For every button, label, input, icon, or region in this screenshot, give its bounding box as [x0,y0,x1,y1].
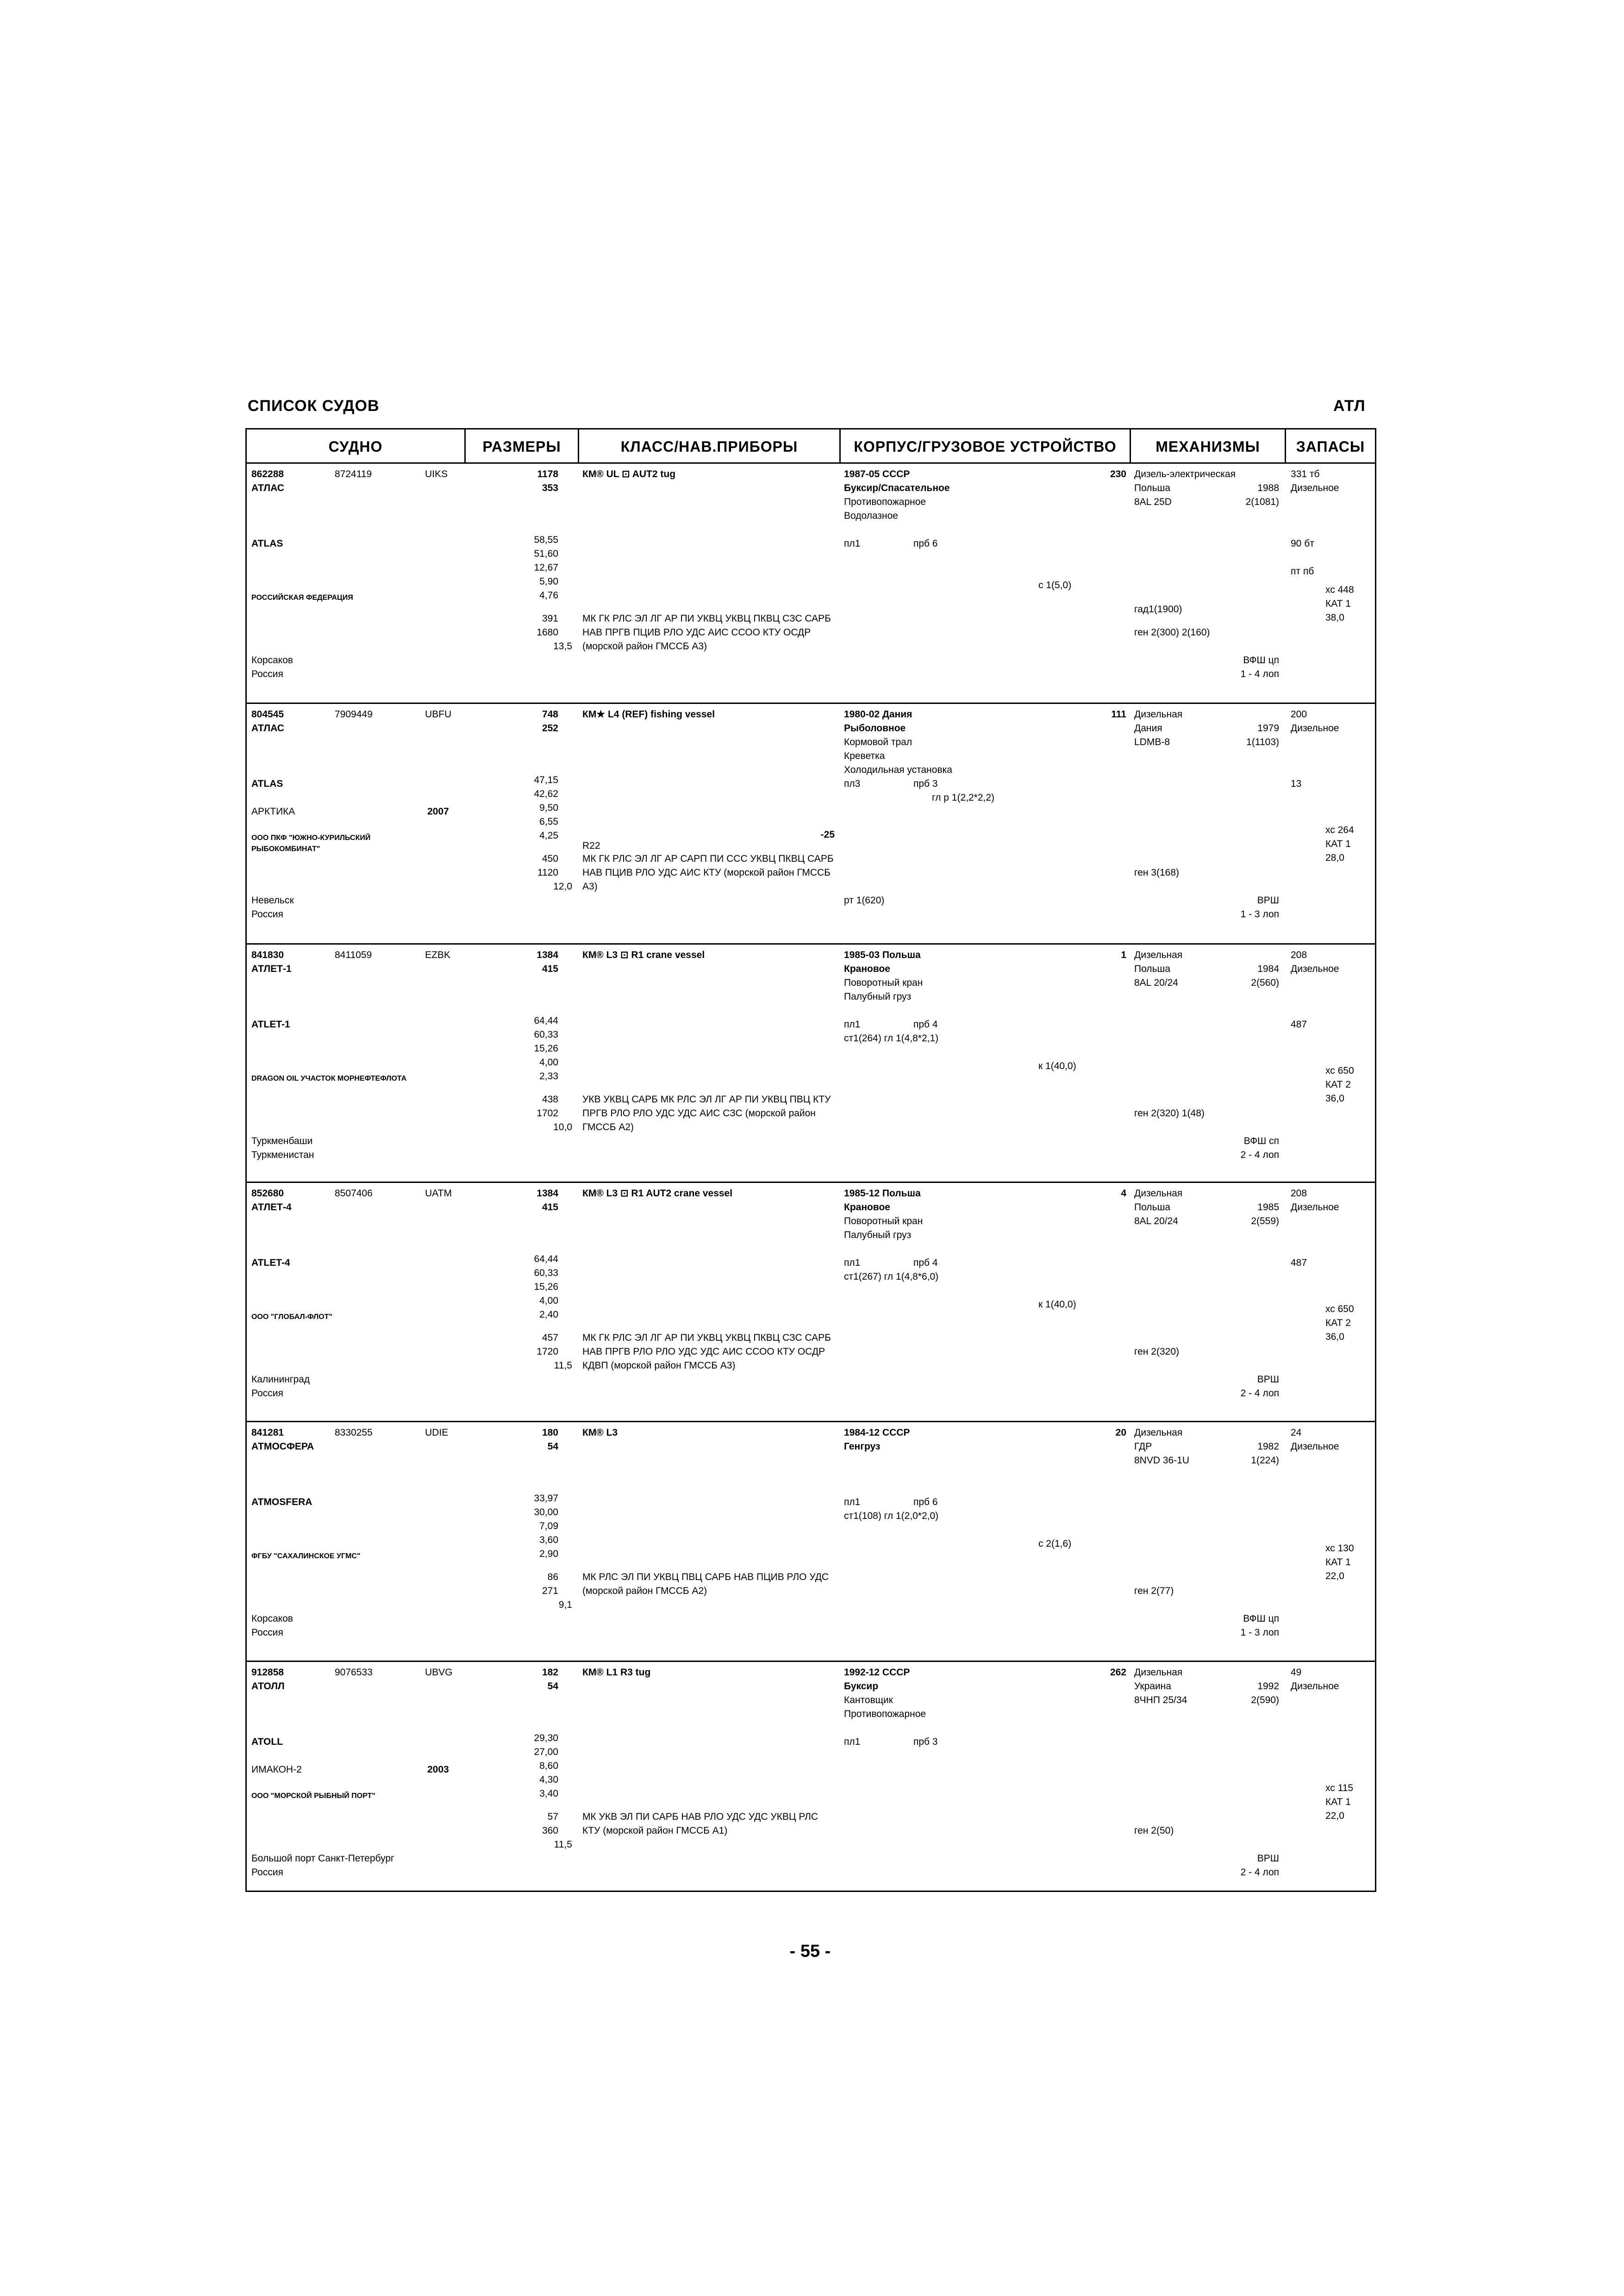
class-note: R22 [582,840,600,851]
owner: РОССИЙСКАЯ ФЕДЕРАЦИЯ [251,594,353,602]
stock-hs: 22,0 [1325,1811,1344,1821]
owner: DRAGON OIL УЧАСТОК МОРНЕФТЕФЛОТА [251,1075,407,1083]
stock-hs: хс 650 [1325,1304,1354,1314]
stock-hs: КАТ 1 [1325,1557,1351,1568]
engine-year: 1984 [1257,964,1279,974]
column-header-machinery: МЕХАНИЗМЫ [1131,429,1285,464]
vessel-latin-name: ATMOSFERA [251,1497,312,1507]
capacity-value: 457 [542,1332,558,1343]
class-notation: КМ® L1 R3 tug [582,1667,651,1678]
vessel-record [247,464,1375,703]
stock-2: Дизельное [1291,1441,1339,1452]
class-notation: КМ® L3 ⊡ R1 AUT2 crane vessel [582,1188,733,1199]
capacity-value: 271 [542,1586,558,1596]
hold-info-2: прб 4 [913,1019,938,1030]
call-sign: UATM [425,1188,452,1199]
engine-power: 2(560) [1251,977,1279,988]
hold-info: пл1 [844,1257,861,1268]
class-notation: КМ® UL ⊡ AUT2 tug [582,469,676,479]
class-extra: -25 [820,829,835,840]
capacity-value: 360 [542,1825,558,1836]
gross-tonnage: 1384 [537,950,558,960]
home-port: Корсаков [251,655,294,666]
generator-2: ген 2(300) 2(160) [1134,627,1210,638]
stock-hs: КАТ 2 [1325,1079,1351,1090]
crane-lift: к 1(40,0) [1038,1299,1076,1310]
reg-number: 804545 [251,709,284,720]
page-number: - 55 - [789,1941,831,1961]
engine-country: Дания [1134,723,1162,734]
call-sign: EZBK [425,950,450,960]
stock-hs: КАТ 2 [1325,1318,1351,1328]
vessel-type-extra: Поворотный кран [844,1216,923,1226]
dimension-value: 4,25 [539,830,558,841]
engine-model: 8AL 20/24 [1134,977,1178,988]
reg-number: 862288 [251,469,284,479]
vessel-type: Генгруз [844,1441,881,1452]
engine-power: 1(1103) [1246,737,1279,747]
flag-country: Россия [251,1388,283,1399]
capacity-value: 9,1 [558,1599,572,1610]
propeller: ВРШ [1257,895,1279,906]
vessel-name: АТЛЕТ-4 [251,1202,292,1213]
stock-2: Дизельное [1291,1681,1339,1692]
dimension-value: 5,90 [539,576,558,587]
build-info: 1984-12 СССР [844,1427,910,1438]
engine-year: 1985 [1257,1202,1279,1213]
dimension-value: 15,26 [534,1043,558,1054]
imo-number: 7909449 [335,709,373,720]
stock-3: 13 [1291,778,1302,789]
column-header-dimensions: РАЗМЕРЫ [466,429,578,464]
vessel-type-extra: Холодильная установка [844,765,952,775]
hold-info-2: прб 3 [913,778,938,789]
engine-year: 1988 [1257,483,1279,493]
engine-model: 8ЧНП 25/34 [1134,1695,1187,1705]
capacity-value: 86 [547,1572,558,1582]
crane-lift: с 1(5,0) [1038,580,1072,591]
dimension-value: 6,55 [539,816,558,827]
stock-3: 90 бт [1291,538,1314,549]
vessel-name: АТОЛЛ [251,1681,285,1692]
net-tonnage: 415 [542,964,558,974]
dimension-value: 4,30 [539,1774,558,1785]
stock-hs: 22,0 [1325,1571,1344,1581]
build-number: 262 [1110,1667,1126,1678]
engine-type: Дизельная [1134,1427,1183,1438]
stock-1: 49 [1291,1667,1302,1678]
imo-number: 8330255 [335,1427,373,1438]
vessel-type: Буксир [844,1681,879,1692]
gross-tonnage: 1384 [537,1188,558,1199]
dimension-value: 27,00 [534,1747,558,1757]
year-renamed: 2003 [427,1764,449,1775]
engine-type: Дизельная [1134,1188,1183,1199]
capacity-value: 13,5 [553,641,572,652]
build-info: 1987-05 СССР [844,469,910,479]
vessel-name: АТЛАС [251,723,284,734]
generator-2: ген 2(77) [1134,1586,1174,1596]
dimension-value: 30,00 [534,1507,558,1518]
dimension-value: 58,55 [534,535,558,545]
engine-country: Польша [1134,483,1171,493]
hold-info: пл1 [844,1019,861,1030]
propeller: ВФШ цп [1243,1613,1279,1624]
stock-hs: 38,0 [1325,612,1344,623]
dimension-value: 4,00 [539,1295,558,1306]
stock-hs: 36,0 [1325,1093,1344,1104]
dimension-value: 2,33 [539,1071,558,1082]
propeller: ВРШ [1257,1374,1279,1385]
dimension-value: 60,33 [534,1268,558,1278]
home-port: Невельск [251,895,294,906]
propeller-blades: 2 - 4 лоп [1240,1150,1279,1160]
engine-type: Дизельная [1134,1667,1183,1678]
engine-year: 1979 [1257,723,1279,734]
reg-number: 912858 [251,1667,284,1678]
dimension-value: 15,26 [534,1282,558,1292]
vessel-record [247,703,1375,943]
vessel-type: Рыболовное [844,723,906,734]
capacity-value: 391 [542,613,558,624]
dimension-value: 33,97 [534,1493,558,1504]
propeller-blades: 1 - 3 лоп [1240,909,1279,920]
engine-power: 1(224) [1251,1455,1279,1466]
build-number: 1 [1121,950,1126,960]
capacity-value: 1702 [537,1108,558,1119]
vessel-type-extra: Кормовой трал [844,737,912,747]
stock-hs: хс 115 [1325,1783,1354,1793]
stock-hs: хс 264 [1325,825,1354,835]
engine-country: Украина [1134,1681,1171,1692]
dimension-value: 9,50 [539,803,558,813]
stock-hs: КАТ 1 [1325,1797,1351,1807]
hold-info: пл1 [844,538,861,549]
engine-power: 2(1081) [1245,497,1279,507]
net-tonnage: 54 [547,1441,558,1452]
stock-1: 331 тб [1291,469,1320,479]
vessel-latin-name: ATOLL [251,1736,283,1747]
dimension-value: 64,44 [534,1015,558,1026]
flag-country: Россия [251,909,283,920]
nav-equipment: МК УКВ ЭЛ ПИ САРБ НАВ РЛО УДС УДС УКВЦ РЛС КТУ (морской район ГМССБ А1) [582,1811,818,1836]
generator: гад1(1900) [1134,604,1182,615]
previous-name: АРКТИКА [251,806,295,817]
dimension-value: 64,44 [534,1254,558,1264]
nav-equipment: МК РЛС ЭЛ ПИ УКВЦ ПВЦ САРБ НАВ ПЦИВ РЛО УДС (морской район ГМССБ А2) [582,1572,829,1596]
crane-lift: к 1(40,0) [1038,1061,1076,1071]
generator-2: ген 3(168) [1134,867,1180,878]
reg-number: 841830 [251,950,284,960]
build-number: 230 [1110,469,1126,479]
gross-tonnage: 1178 [537,469,558,479]
vessel-record [247,1661,1375,1891]
dimension-value: 47,15 [534,775,558,785]
stock-1: 200 [1291,709,1307,720]
vessel-record [247,1182,1375,1421]
hold-info-2: прб 4 [913,1257,938,1268]
hold-info-2: прб 6 [913,538,938,549]
home-port: Туркменбаши [251,1136,313,1146]
engine-country: Польша [1134,964,1171,974]
stock-hs: КАТ 1 [1325,598,1351,609]
stock-1: 208 [1291,1188,1307,1199]
build-info: 1985-12 Польша [844,1188,921,1199]
dimension-value: 4,00 [539,1057,558,1068]
crane-lift: с 2(1,6) [1038,1538,1072,1549]
generator-2: ген 2(320) 1(48) [1134,1108,1205,1119]
capacity-value: 1720 [537,1346,558,1357]
column-header-vessel: СУДНО [247,429,464,464]
class-notation: КМ★ L4 (REF) fishing vessel [582,709,715,720]
owner: ФГБУ "САХАЛИНСКОЕ УГМС" [251,1552,361,1560]
dimension-value: 2,90 [539,1549,558,1559]
stock-4: пт пб [1291,566,1314,577]
dimension-value: 3,40 [539,1788,558,1799]
flag-country: Россия [251,1627,283,1638]
engine-model: LDMB-8 [1134,737,1170,747]
reg-number: 852680 [251,1188,284,1199]
stock-2: Дизельное [1291,483,1339,493]
net-tonnage: 353 [542,483,558,493]
engine-model: 8NVD 36-1U [1134,1455,1190,1466]
nav-equipment: МК ГК РЛС ЭЛ ЛГ АР ПИ УКВЦ УКВЦ ПКВЦ СЗС САРБ НАВ ПРГВ РЛО РЛО УДС УДС АИС ССОО КТУ ОСДР КДВП (морской район ГМССБ А3) [582,1332,831,1371]
hold-info: пл1 [844,1497,861,1507]
call-sign: UBVG [425,1667,453,1678]
stock-hs: 36,0 [1325,1332,1344,1342]
engine-power: 2(590) [1251,1695,1279,1705]
build-info: 1985-03 Польша [844,950,921,960]
page-section-code: АТЛ [1333,397,1366,415]
home-port: Калининград [251,1374,310,1385]
call-sign: UDIE [425,1427,449,1438]
vessel-type-extra: Противопожарное [844,497,926,507]
class-notation: КМ® L3 [582,1427,618,1438]
stock-hs: 28,0 [1325,852,1344,863]
vessel-type-extra: Кантовщик [844,1695,893,1705]
crane-info: ст1(108) гл 1(2,0*2,0) [844,1511,939,1521]
stock-2: Дизельное [1291,964,1339,974]
build-info: 1992-12 СССР [844,1667,910,1678]
home-port: Большой порт Санкт-Петербург [251,1853,394,1864]
net-tonnage: 415 [542,1202,558,1213]
vessel-type-extra: Палубный груз [844,991,912,1002]
flag-country: Россия [251,669,283,679]
capacity-value: 1680 [537,627,558,638]
dimension-value: 3,60 [539,1535,558,1545]
engine-type: Дизель-электрическая [1134,469,1236,479]
nav-equipment: МК ГК РЛС ЭЛ ЛГ АР САРП ПИ ССС УКВЦ ПКВЦ САРБ НАВ ПЦИВ РЛО УДС АИС КТУ (морской район ГМССБ А3) [582,853,834,892]
home-port: Корсаков [251,1613,294,1624]
gross-tonnage: 748 [542,709,558,720]
vessel-name: АТЛЕТ-1 [251,964,292,974]
vessel-record [247,1421,1375,1661]
previous-name: ИМАКОН-2 [251,1764,302,1775]
gross-tonnage: 182 [542,1667,558,1678]
vessel-type: Крановое [844,964,890,974]
owner: ООО ПКФ "ЮЖНО-КУРИЛЬСКИЙ РЫБОКОМБИНАТ" [251,834,371,853]
stock-hs: хс 650 [1325,1065,1354,1076]
dimension-value: 4,76 [539,590,558,601]
build-number: 20 [1115,1427,1126,1438]
dimension-value: 29,30 [534,1733,558,1743]
hold-info: пл3 [844,778,861,789]
stock-3: 487 [1291,1257,1307,1268]
propeller-blades: 2 - 4 лоп [1240,1388,1279,1399]
vessel-type: Крановое [844,1202,890,1213]
vessel-name: АТЛАС [251,483,284,493]
hold-info-2: прб 3 [913,1736,938,1747]
net-tonnage: 252 [542,723,558,734]
vessel-type-extra: Водолазное [844,510,898,521]
engine-year: 1982 [1257,1441,1279,1452]
capacity-value: 12,0 [553,881,572,892]
call-sign: UIKS [425,469,448,479]
column-header-hull: КОРПУС/ГРУЗОВОЕ УСТРОЙСТВО [841,429,1130,464]
dimension-value: 8,60 [539,1761,558,1771]
propeller: ВФШ сп [1243,1136,1279,1146]
crane-info: ст1(264) гл 1(4,8*2,1) [844,1033,939,1044]
gross-tonnage: 180 [542,1427,558,1438]
misc-equipment: рт 1(620) [844,895,885,906]
call-sign: UBFU [425,709,452,720]
dimension-value: 2,40 [539,1309,558,1320]
vessel-type-extra: Противопожарное [844,1709,926,1719]
stock-hs: КАТ 1 [1325,839,1351,849]
generator-2: ген 2(50) [1134,1825,1174,1836]
stock-1: 24 [1291,1427,1302,1438]
dimension-value: 12,67 [534,562,558,573]
flag-country: Туркменистан [251,1150,314,1160]
net-tonnage: 54 [547,1681,558,1692]
propeller-blades: 1 - 3 лоп [1240,1627,1279,1638]
stock-2: Дизельное [1291,723,1339,734]
dimension-value: 42,62 [534,789,558,799]
page-title: СПИСОК СУДОВ [248,397,380,415]
vessel-table [245,428,1376,1892]
flag-country: Россия [251,1867,283,1878]
owner: ООО "ГЛОБАЛ-ФЛОТ" [251,1313,332,1321]
vessel-latin-name: ATLAS [251,538,283,549]
engine-country: ГДР [1134,1441,1152,1452]
propeller-blades: 1 - 4 лоп [1240,669,1279,679]
engine-model: 8AL 20/24 [1134,1216,1178,1226]
build-number: 4 [1121,1188,1126,1199]
vessel-latin-name: ATLAS [251,778,283,789]
engine-type: Дизельная [1134,709,1183,720]
capacity-value: 11,5 [554,1360,572,1371]
dimension-value: 7,09 [539,1521,558,1531]
capacity-value: 1120 [537,867,558,878]
vessel-type-extra: Поворотный кран [844,977,923,988]
hold-info-2: прб 6 [913,1497,938,1507]
capacity-value: 11,5 [554,1839,572,1850]
engine-power: 2(559) [1251,1216,1279,1226]
dimension-value: 60,33 [534,1029,558,1040]
build-info: 1980-02 Дания [844,709,912,720]
vessel-latin-name: ATLET-1 [251,1019,290,1030]
generator-2: ген 2(320) [1134,1346,1180,1357]
vessel-type-extra: Креветка [844,751,885,761]
class-notation: КМ® L3 ⊡ R1 crane vessel [582,950,705,960]
nav-equipment: УКВ УКВЦ САРБ МК РЛС ЭЛ ЛГ АР ПИ УКВЦ ПВЦ КТУ ПРГВ РЛО РЛО УДС УДС АИС СЗС (морской район ГМССБ А2) [582,1094,831,1132]
capacity-value: 10,0 [553,1122,572,1132]
vessel-name: АТМОСФЕРА [251,1441,314,1452]
stock-hs: хс 130 [1325,1543,1354,1554]
hold-info-3: гл р 1(2,2*2,2) [932,792,995,803]
column-header-class: КЛАСС/НАВ.ПРИБОРЫ [579,429,839,464]
stock-hs: хс 448 [1325,585,1354,595]
imo-number: 9076533 [335,1667,373,1678]
stock-3: 487 [1291,1019,1307,1030]
propeller: ВРШ [1257,1853,1279,1864]
vessel-record [247,943,1375,1182]
owner: ООО "МОРСКОЙ РЫБНЫЙ ПОРТ" [251,1792,375,1800]
crane-info: ст1(267) гл 1(4,8*6,0) [844,1271,939,1282]
build-number: 111 [1111,709,1126,720]
engine-model: 8AL 25D [1134,497,1172,507]
stock-1: 208 [1291,950,1307,960]
column-header-stocks: ЗАПАСЫ [1286,429,1375,464]
capacity-value: 450 [542,853,558,864]
reg-number: 841281 [251,1427,284,1438]
dimension-value: 51,60 [534,548,558,559]
engine-year: 1992 [1257,1681,1279,1692]
capacity-value: 438 [542,1094,558,1105]
year-renamed: 2007 [427,806,449,817]
imo-number: 8507406 [335,1188,373,1199]
stock-2: Дизельное [1291,1202,1339,1213]
vessel-latin-name: ATLET-4 [251,1257,290,1268]
capacity-value: 57 [547,1811,558,1822]
nav-equipment: МК ГК РЛС ЭЛ ЛГ АР ПИ УКВЦ УКВЦ ПКВЦ СЗС САРБ НАВ ПРГВ ПЦИВ РЛО УДС АИС ССОО КТУ ОСДР (морской район ГМССБ А3) [582,613,831,652]
propeller: ВФШ цп [1243,655,1279,666]
imo-number: 8724119 [335,469,372,479]
vessel-type-extra: Палубный груз [844,1230,912,1240]
hold-info: пл1 [844,1736,861,1747]
propeller-blades: 2 - 4 лоп [1240,1867,1279,1878]
imo-number: 8411059 [335,950,372,960]
vessel-type: Буксир/Спасательное [844,483,950,493]
engine-type: Дизельная [1134,950,1183,960]
engine-country: Польша [1134,1202,1171,1213]
